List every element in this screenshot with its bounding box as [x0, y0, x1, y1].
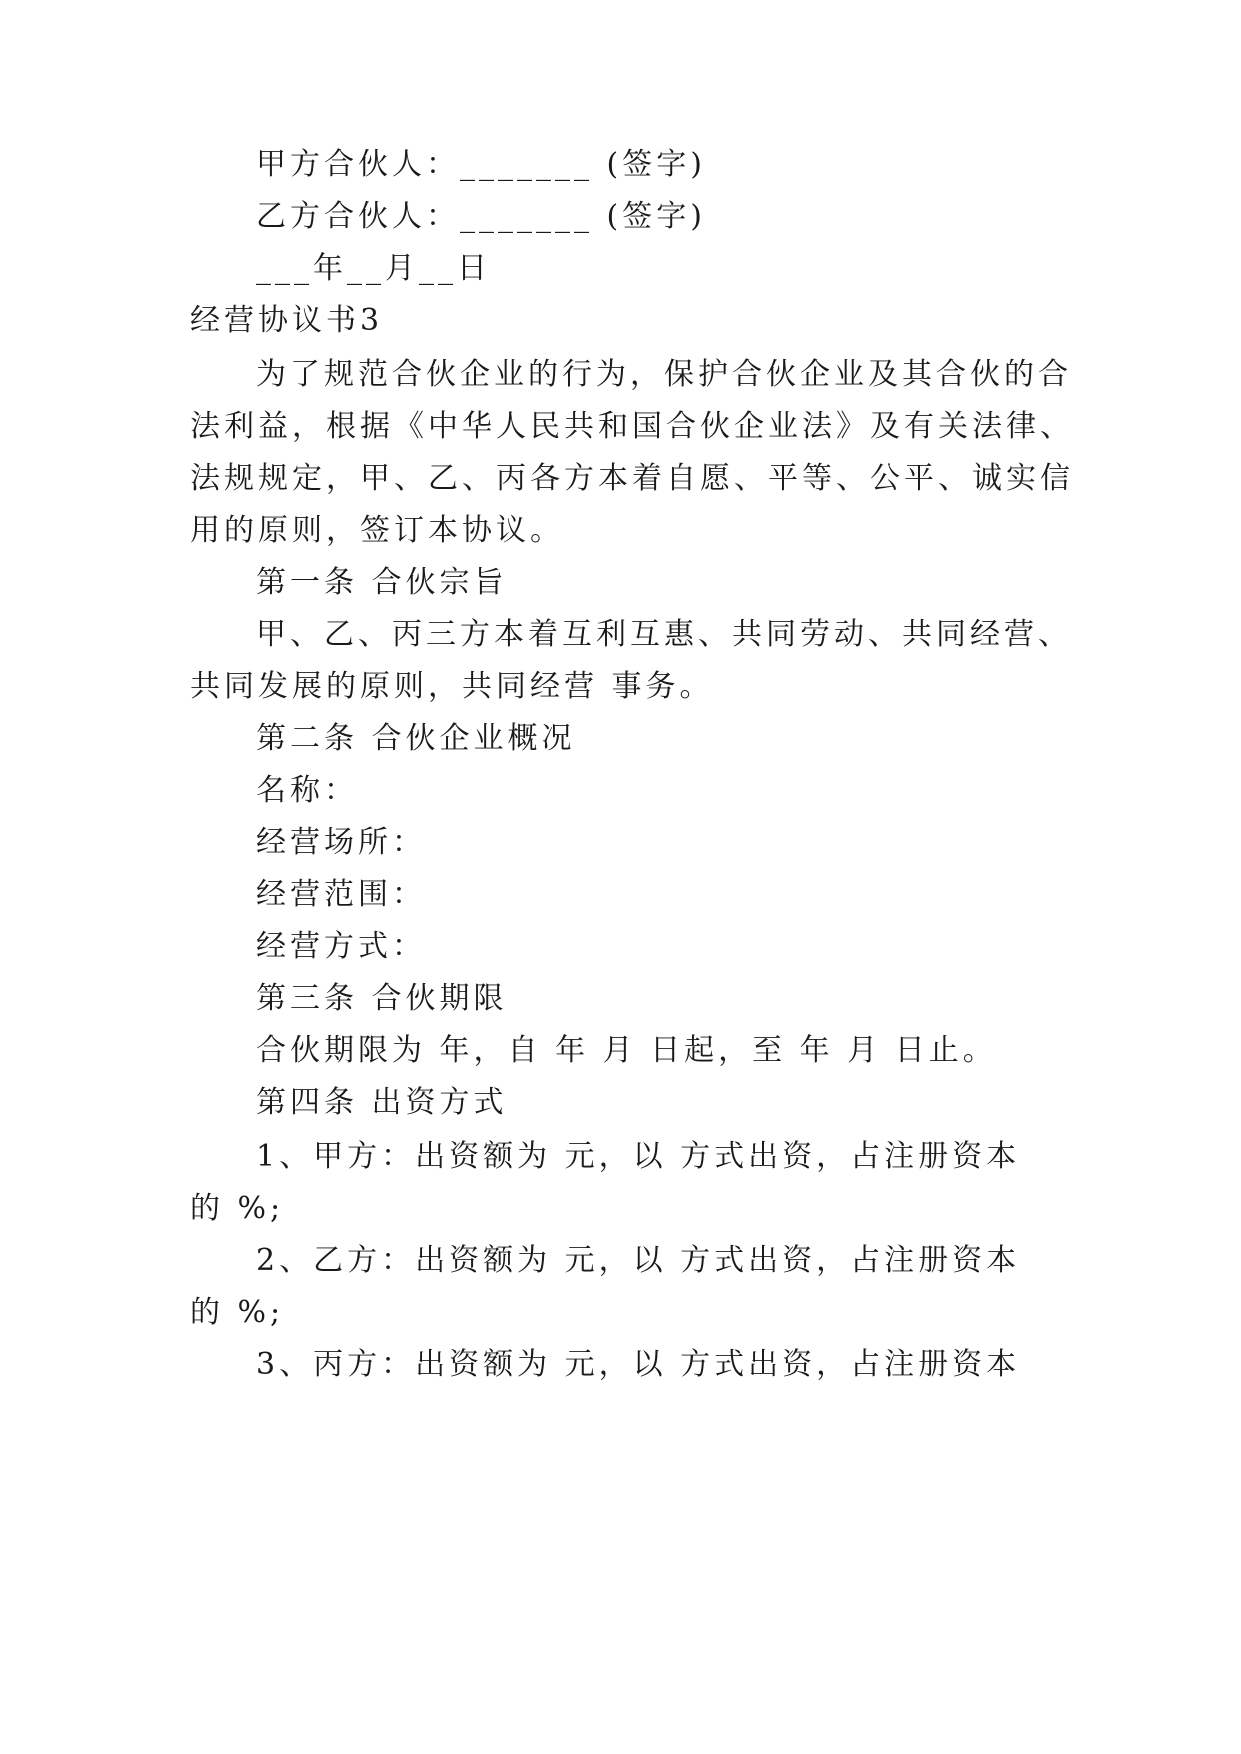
paragraph-line: 用的原则，签订本协议。 — [190, 513, 564, 548]
paragraph-line: 法规规定，甲、乙、丙各方本着自愿、平等、公平、诚实信 — [190, 461, 1074, 496]
field-line: 名称： — [256, 773, 358, 808]
paragraph-line: 共同发展的原则，共同经营 事务。 — [190, 669, 714, 704]
field-line: 经营范围： — [256, 877, 426, 912]
paragraph-line: 甲、乙、丙三方本着互利互惠、共同劳动、共同经营、 — [256, 617, 1072, 652]
paragraph-line: 2、乙方：出资额为 元，以 方式出资，占注册资本 — [256, 1243, 1021, 1278]
paragraph-line: 的 %; — [190, 1295, 285, 1330]
party-b-signature-line: 乙方合伙人：_______ (签字) — [256, 199, 706, 234]
article-heading: 第三条 合伙期限 — [256, 981, 508, 1016]
paragraph-line: 法利益，根据《中华人民共和国合伙企业法》及有关法律、 — [190, 409, 1074, 444]
article-heading: 第一条 合伙宗旨 — [256, 565, 508, 600]
paragraph-line: 为了规范合伙企业的行为，保护合伙企业及其合伙的合 — [256, 357, 1072, 392]
article-heading: 第二条 合伙企业概况 — [256, 721, 576, 756]
signature-date-line: ___年__月__日 — [256, 251, 491, 286]
field-line: 经营方式： — [256, 929, 426, 964]
paragraph-line: 合伙期限为 年，自 年 月 日起，至 年 月 日止。 — [256, 1033, 997, 1068]
paragraph-line: 的 %; — [190, 1191, 285, 1226]
section-title: 经营协议书3 — [190, 303, 384, 338]
paragraph-line: 1、甲方：出资额为 元，以 方式出资，占注册资本 — [256, 1139, 1021, 1174]
field-line: 经营场所： — [256, 825, 426, 860]
party-a-signature-line: 甲方合伙人：_______ (签字) — [256, 147, 706, 182]
paragraph-line: 3、丙方：出资额为 元，以 方式出资，占注册资本 — [256, 1347, 1021, 1382]
article-heading: 第四条 出资方式 — [256, 1085, 508, 1120]
